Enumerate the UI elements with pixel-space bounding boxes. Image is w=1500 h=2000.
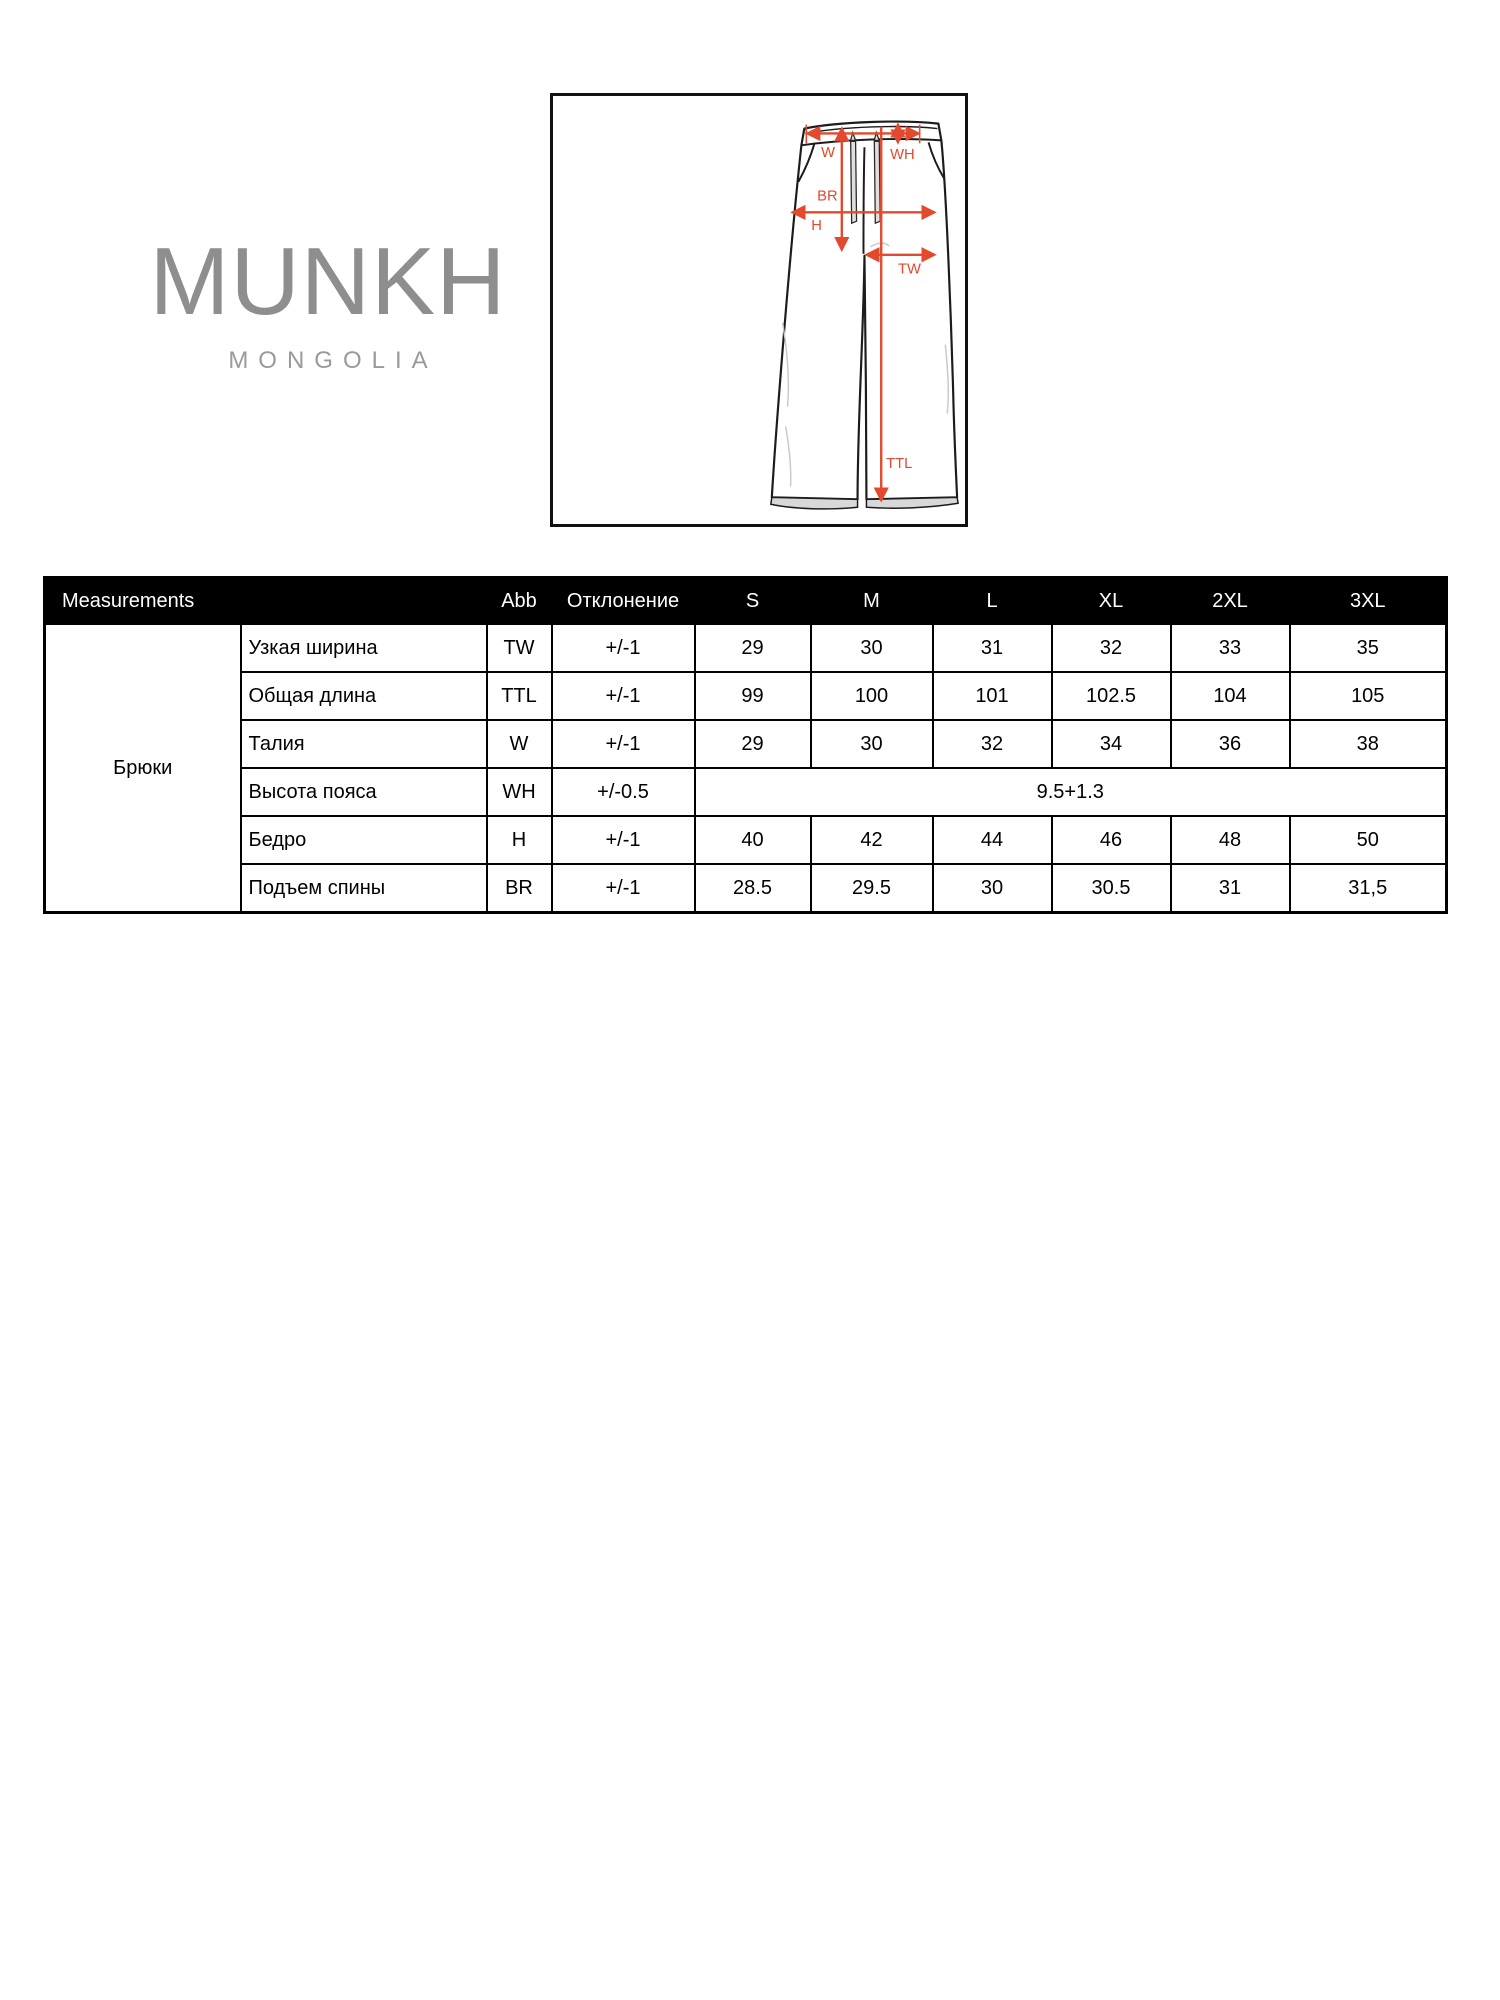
measure-abb: TTL <box>487 672 552 720</box>
value-2xl: 36 <box>1171 720 1290 768</box>
value-xl: 34 <box>1052 720 1171 768</box>
brand-name: MUNKH <box>149 228 507 335</box>
value-2xl: 104 <box>1171 672 1290 720</box>
measure-abb: W <box>487 720 552 768</box>
table-row <box>45 624 1447 672</box>
value-3xl: 38 <box>1290 720 1447 768</box>
table-row <box>45 672 1447 720</box>
trousers-technical-drawing <box>553 96 965 524</box>
garment-diagram-box <box>550 93 968 527</box>
value-3xl: 50 <box>1290 816 1447 864</box>
value-2xl: 33 <box>1171 624 1290 672</box>
header-size-2xl: 2XL <box>1171 578 1290 625</box>
value-xl: 32 <box>1052 624 1171 672</box>
brand-subtitle: MONGOLIA <box>228 347 438 374</box>
measure-abb: TW <box>487 624 552 672</box>
value-m: 30 <box>811 720 933 768</box>
value-s: 29 <box>695 720 811 768</box>
label-ttl: TTL <box>886 455 913 472</box>
value-xl: 46 <box>1052 816 1171 864</box>
table-row <box>45 816 1447 864</box>
value-l: 44 <box>933 816 1052 864</box>
brand-logo <box>145 228 511 374</box>
measure-dev: +/-1 <box>552 816 695 864</box>
header-size-s: S <box>695 578 811 625</box>
value-s: 29 <box>695 624 811 672</box>
value-m: 29.5 <box>811 864 933 913</box>
measure-dev: +/-1 <box>552 720 695 768</box>
value-s: 28.5 <box>695 864 811 913</box>
table-row <box>45 768 1447 816</box>
measure-abb: H <box>487 816 552 864</box>
header-size-xl: XL <box>1052 578 1171 625</box>
header-deviation: Отклонение <box>552 578 695 625</box>
measure-name: Талия <box>241 720 487 768</box>
measure-dev: +/-1 <box>552 864 695 913</box>
label-tw: TW <box>897 261 921 278</box>
label-h: H <box>811 218 822 235</box>
value-3xl: 35 <box>1290 624 1447 672</box>
value-m: 42 <box>811 816 933 864</box>
merged-value-cell: 9.5+1.3 <box>695 768 1447 816</box>
header-size-l: L <box>933 578 1052 625</box>
label-w: W <box>821 145 836 162</box>
value-l: 31 <box>933 624 1052 672</box>
value-l: 30 <box>933 864 1052 913</box>
value-3xl: 31,5 <box>1290 864 1447 913</box>
value-s: 99 <box>695 672 811 720</box>
value-m: 100 <box>811 672 933 720</box>
measure-dev: +/-1 <box>552 624 695 672</box>
value-3xl: 105 <box>1290 672 1447 720</box>
label-wh: WH <box>890 147 915 164</box>
measure-name: Узкая ширина <box>241 624 487 672</box>
header-size-m: M <box>811 578 933 625</box>
measure-dev: +/-0.5 <box>552 768 695 816</box>
value-2xl: 31 <box>1171 864 1290 913</box>
value-m: 30 <box>811 624 933 672</box>
value-2xl: 48 <box>1171 816 1290 864</box>
header-measurements: Measurements <box>45 578 487 625</box>
measure-name: Общая длина <box>241 672 487 720</box>
value-xl: 102.5 <box>1052 672 1171 720</box>
measure-name: Высота пояса <box>241 768 487 816</box>
label-br: BR <box>817 188 838 205</box>
measure-abb: WH <box>487 768 552 816</box>
header-abb: Abb <box>487 578 552 625</box>
table-header-row <box>45 578 1447 625</box>
value-l: 101 <box>933 672 1052 720</box>
value-s: 40 <box>695 816 811 864</box>
measure-name: Подъем спины <box>241 864 487 913</box>
header-size-3xl: 3XL <box>1290 578 1447 625</box>
table-row <box>45 720 1447 768</box>
hem-left <box>771 497 858 509</box>
measure-dev: +/-1 <box>552 672 695 720</box>
measure-name: Бедро <box>241 816 487 864</box>
drawstring-right <box>874 132 880 223</box>
drawstring-left <box>851 132 857 223</box>
measure-abb: BR <box>487 864 552 913</box>
table-row <box>45 864 1447 913</box>
value-l: 32 <box>933 720 1052 768</box>
measurements-table <box>43 576 1448 914</box>
category-cell: Брюки <box>45 624 241 913</box>
value-xl: 30.5 <box>1052 864 1171 913</box>
